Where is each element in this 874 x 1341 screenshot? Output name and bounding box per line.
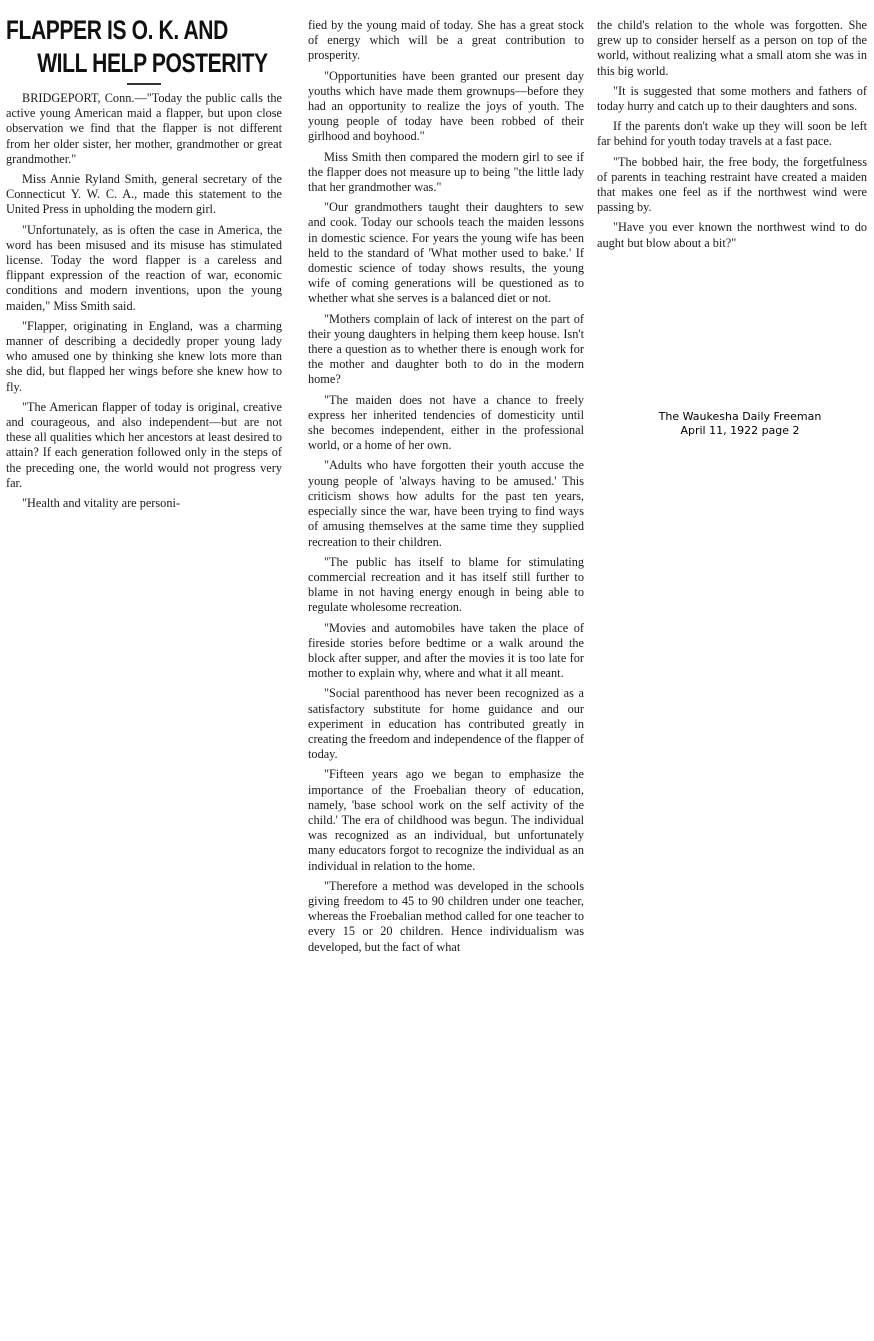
paragraph: "Movies and automobiles have taken the place of fireside stories before bedtime or a walk around the block after supper, and after the movies it is too late for mother to explain why, where and what it all meant. [308,620,584,681]
paragraph: "The maiden does not have a chance to freely express her inherited tendencies of domesticity until she becomes independent, either in the professional world, or a home of her own. [308,392,584,453]
paragraph: "Flapper, originating in England, was a charming manner of describing a decidedly proper young lady who amused one by thinking she knew lots more than she did, but flapped her wings before she knew how to fly. [6,318,282,394]
caption-date: April 11, 1922 page 2 [680,424,800,437]
headline [6,14,283,80]
paragraph: "Our grandmothers taught their daughters to sew and cook. Today our schools teach the maiden lessons in domestic science. For years the young wife has been held to the standard of 'What mother used to bake.' If domestic science of today shows results, the young wife of coming generations will be questioned as to whether what she serves is a balanced diet or not. [308,200,584,306]
paragraph: "It is suggested that some mothers and fathers of today hurry and catch up to their daughters and sons. [597,83,867,114]
paragraph: "The American flapper of today is original, creative and courageous, and also independent—but are not these all qualities which her ancestors at least desired to attain? If each generation followed only in the steps of the preceding one, the world would not progress very far. [6,399,282,490]
paragraph: "The bobbed hair, the free body, the forgetfulness of parents in teaching restraint have created a maiden that makes one feel as if the northwest wind were passing by. [597,154,867,215]
paragraph: "Health and vitality are personi- [22,496,180,511]
paragraph: Miss Annie Ryland Smith, general secretary of the Connecticut Y. W. C. A., made this statement to the United Press in upholding the modern girl. [6,172,282,217]
paragraph: "Fifteen years ago we began to emphasize the importance of the Froebalian theory of education, namely, 'base school work on the self activity of the child.' The era of childhood was begun. The individual was recognized as an individual, but unfortunately many educators forgot to recognize the individual as an individual in relation to the home. [308,767,584,873]
paragraph: "Unfortunately, as is often the case in America, the word has been misused and its misuse has stimulated license. Today the word flapper is a careless and flippant expression of the reaction of war, economic conditions and modern inventions, upon the young maiden," Miss Smith said. [6,222,282,313]
paragraph: BRIDGEPORT, Conn.—"Today the public calls the active young American maid a flapper, but upon close observation we find that the flapper is not different from her older sister, her mother, grandmother or great grandmother." [6,91,282,166]
paragraph: "Adults who have forgotten their youth accuse the young people of 'always having to be amused.' This criticism shows how adults for the past ten years, especially since the war, have been trying to find ways of amusing themselves at the same time they supplied recreation to their children. [308,458,584,549]
paragraph: fied by the young maid of today. She has a great stock of energy which will be a great contribution to prosperity. [308,18,584,63]
source-caption [640,410,840,438]
paragraph: "Opportunities have been granted our present day youths which have made them grownups—before they had an opportunity to realize the joys of youth. The young people of today have been robbed of their girlhood and boyhood." [308,68,584,144]
headline-line-2: WILL HELP POSTERITY [37,48,268,78]
paragraph: "The public has itself to blame for stimulating commercial recreation and it has itself still further to blame in not having energy enough in being able to regulate wholesome recreation. [308,554,584,615]
paragraph: the child's relation to the whole was forgotten. She grew up to consider herself as a person on top of the world, without realizing what a small atom she was in this big world. [597,18,867,78]
headline-rule [127,83,161,85]
headline-line-1: FLAPPER IS O. K. AND [6,15,228,45]
caption-publication: The Waukesha Daily Freeman [658,410,822,423]
paragraph: "Have you ever known the northwest wind to do aught but blow about a bit?" [597,220,867,250]
paragraph: If the parents don't wake up they will soon be left far behind for youth today travels at a fast pace. [597,119,867,149]
article-column-2 [308,18,584,960]
paragraph: "Social parenthood has never been recognized as a satisfactory substitute for home guidance and our experiment in education has contributed greatly in creating the freedom and independence of the flapper of today. [308,686,584,762]
article-column-3 [597,18,867,256]
paragraph: Miss Smith then compared the modern girl to see if the flapper does not measure up to being "the little lady that her grandmother was." [308,149,584,195]
paragraph: "Therefore a method was developed in the schools giving freedom to 45 to 90 children under one teacher, whereas the Froebalian method called for one teacher to every 15 or 20 children. Hence individualism was developed, but the fact of what [308,878,584,954]
article-column-1 [6,0,282,516]
paragraph: "Mothers complain of lack of interest on the part of their young daughters in helping them keep house. Isn't there a question as to whether there is enough work for the mother and daughter both to do in the modern home? [308,311,584,387]
